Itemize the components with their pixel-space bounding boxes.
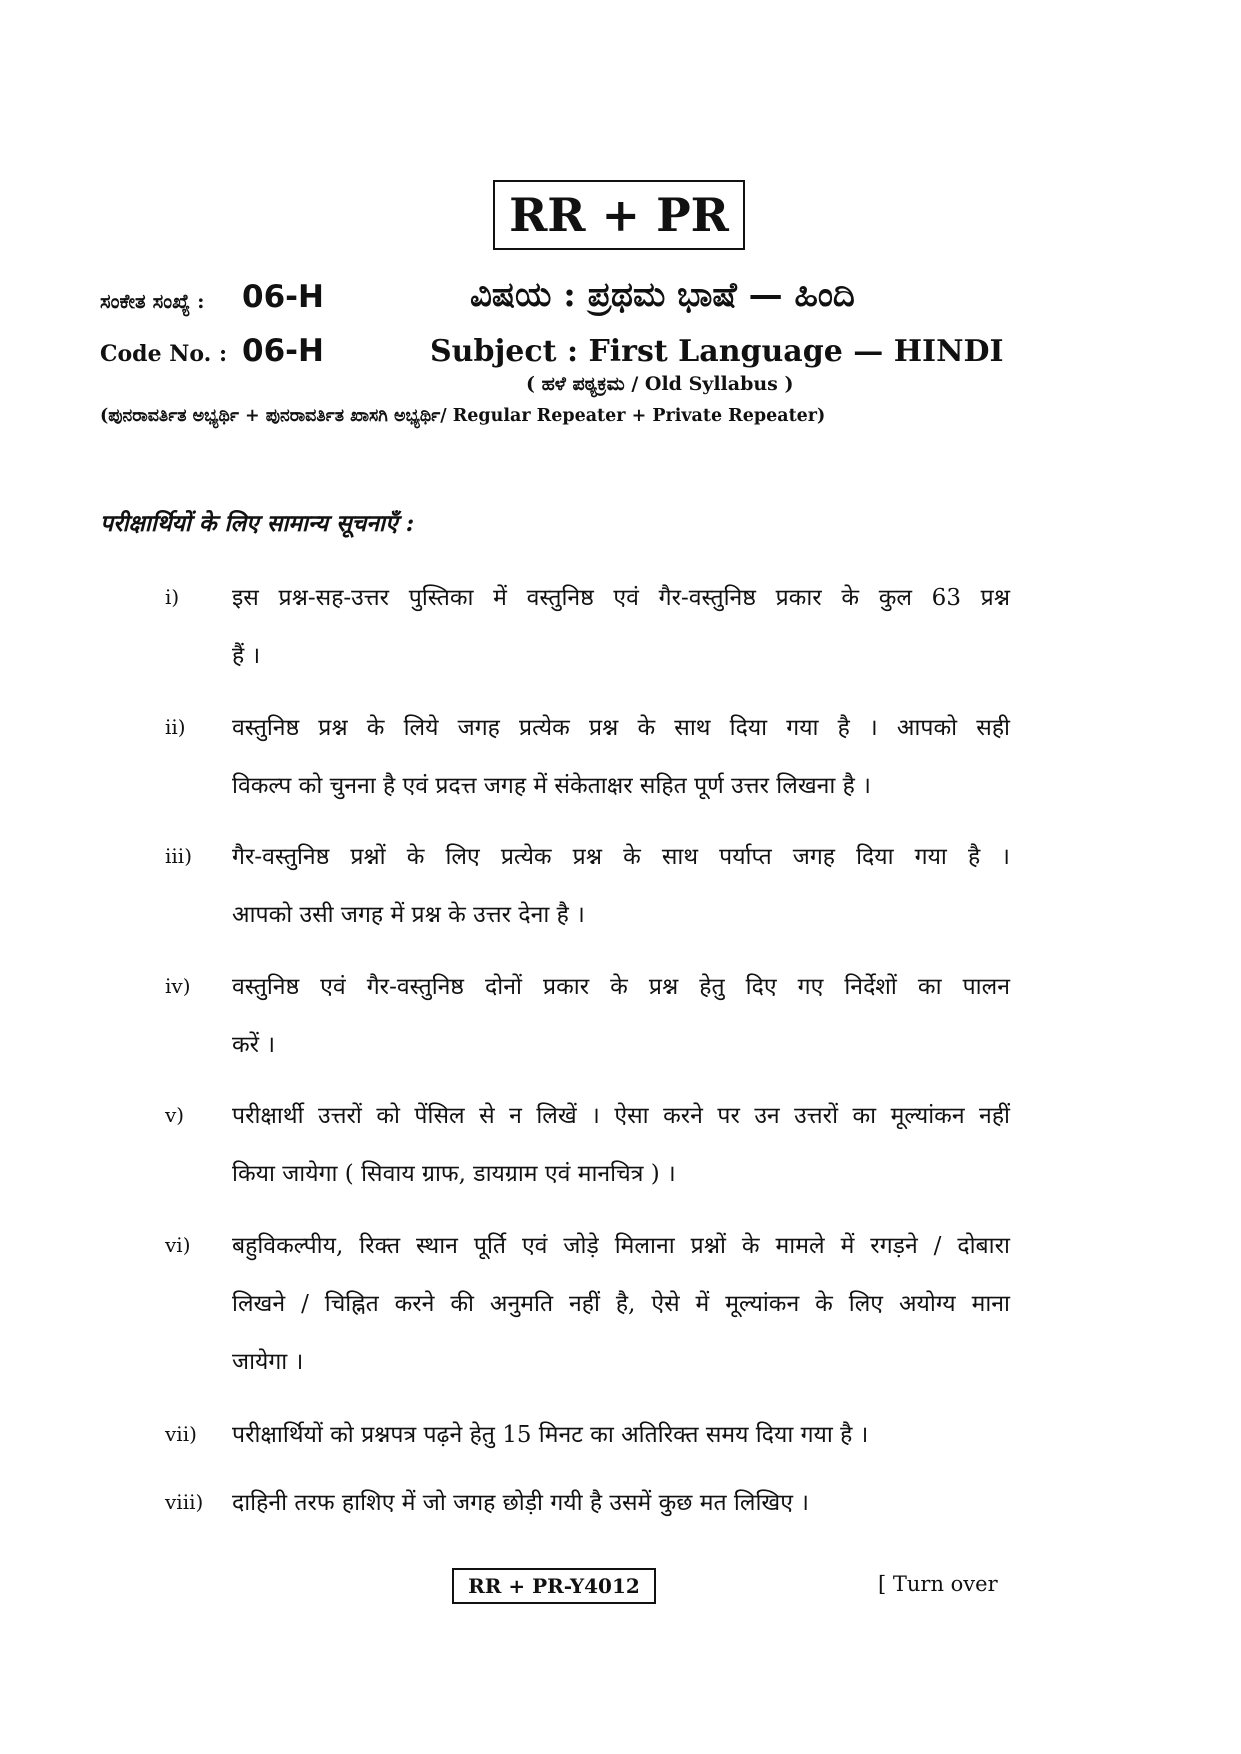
item-line: विकल्प को चुनना है एवं प्रदत्त जगह में संकेताक्षर सहित पूर्ण उत्तर लिखना है । [232,773,871,799]
item-number: v) [165,1103,185,1127]
code-value-kannada: 06-H [242,279,324,315]
code-label-kannada: ಸಂಕೇತ ಸಂಖ್ಯೆ : [100,289,205,313]
item-line: दाहिनी तरफ हाशिए में जो जगह छोड़ी गयी है उसमें कुछ मत लिखिए । [232,1490,809,1516]
item-number: vii) [165,1422,197,1446]
item-line: परीक्षार्थी उत्तरों को पेंसिल से न लिखें । ऐसा करने पर उन उत्तरों का मूल्यांकन नहीं [232,1103,1010,1129]
item-number: ii) [165,715,186,739]
code-label-english: Code No. : [100,341,228,367]
turn-over-note: [ Turn over [878,1572,998,1596]
item-line: आपको उसी जगह में प्रश्न के उत्तर देना है । [232,902,585,928]
syllabus-note: ( ಹಳೆ ಪಠ್ಯಕ್ರಮ / Old Syllabus ) [526,373,794,395]
item-line: गैर-वस्तुनिष्ठ प्रश्नों के लिए प्रत्येक प्रश्न के साथ पर्याप्त जगह दिया गया है । [232,844,1010,870]
subject-kannada: ವಿಷಯ : ಪ್ರಥಮ ಭಾಷೆ — ಹಿಂದಿ [470,275,855,315]
paper-code-box: RR + PR-Y4012 [452,1568,656,1604]
item-line: लिखने / चिह्नित करने की अनुमति नहीं है, ऐसे में मूल्यांकन के लिए अयोग्य माना [232,1291,1010,1317]
item-line: हैं । [232,643,261,669]
page-title: RR + PR [493,180,745,250]
item-line: जायेगा । [232,1349,304,1375]
item-number: viii) [165,1490,204,1514]
code-value-english: 06-H [242,333,324,369]
instructions-heading: परीक्षार्थियों के लिए सामान्य सूचनाएँ : [100,510,415,537]
item-line: वस्तुनिष्ठ प्रश्न के लिये जगह प्रत्येक प्रश्न के साथ दिया गया है । आपको सही [232,715,1010,741]
item-number: i) [165,585,180,609]
item-number: vi) [165,1233,191,1257]
item-line: किया जायेगा ( सिवाय ग्राफ, डायग्राम एवं मानचित्र ) । [232,1161,676,1187]
item-line: इस प्रश्न-सह-उत्तर पुस्तिका में वस्तुनिष्ठ एवं गैर-वस्तुनिष्ठ प्रकार के कुल 63 प्रश्न [232,585,1010,611]
item-line: बहुविकल्पीय, रिक्त स्थान पूर्ति एवं जोड़े मिलाना प्रश्नों के मामले में रगड़ने / दोबारा [232,1233,1010,1259]
item-line: करें । [232,1032,276,1058]
item-line: परीक्षार्थियों को प्रश्नपत्र पढ़ने हेतु 15 मिनट का अतिरिक्त समय दिया गया है । [232,1422,869,1448]
item-line: वस्तुनिष्ठ एवं गैर-वस्तुनिष्ठ दोनों प्रकार के प्रश्न हेतु दिए गए निर्देशों का पालन [232,974,1010,1000]
item-number: iii) [165,844,192,868]
code-row-kannada [100,273,1110,313]
subject-english: Subject : First Language — HINDI [430,334,1004,369]
candidate-type: (ಪುನರಾವರ್ತಿತ ಅಭ್ಯರ್ಥಿ + ಪುನರಾವರ್ತಿತ ಖಾಸಗಿ ಅಭ್ಯರ್ಥಿ/ Regular Repeater + Private Repeater) [100,406,826,426]
item-number: iv) [165,974,191,998]
code-row-english [100,327,1110,367]
